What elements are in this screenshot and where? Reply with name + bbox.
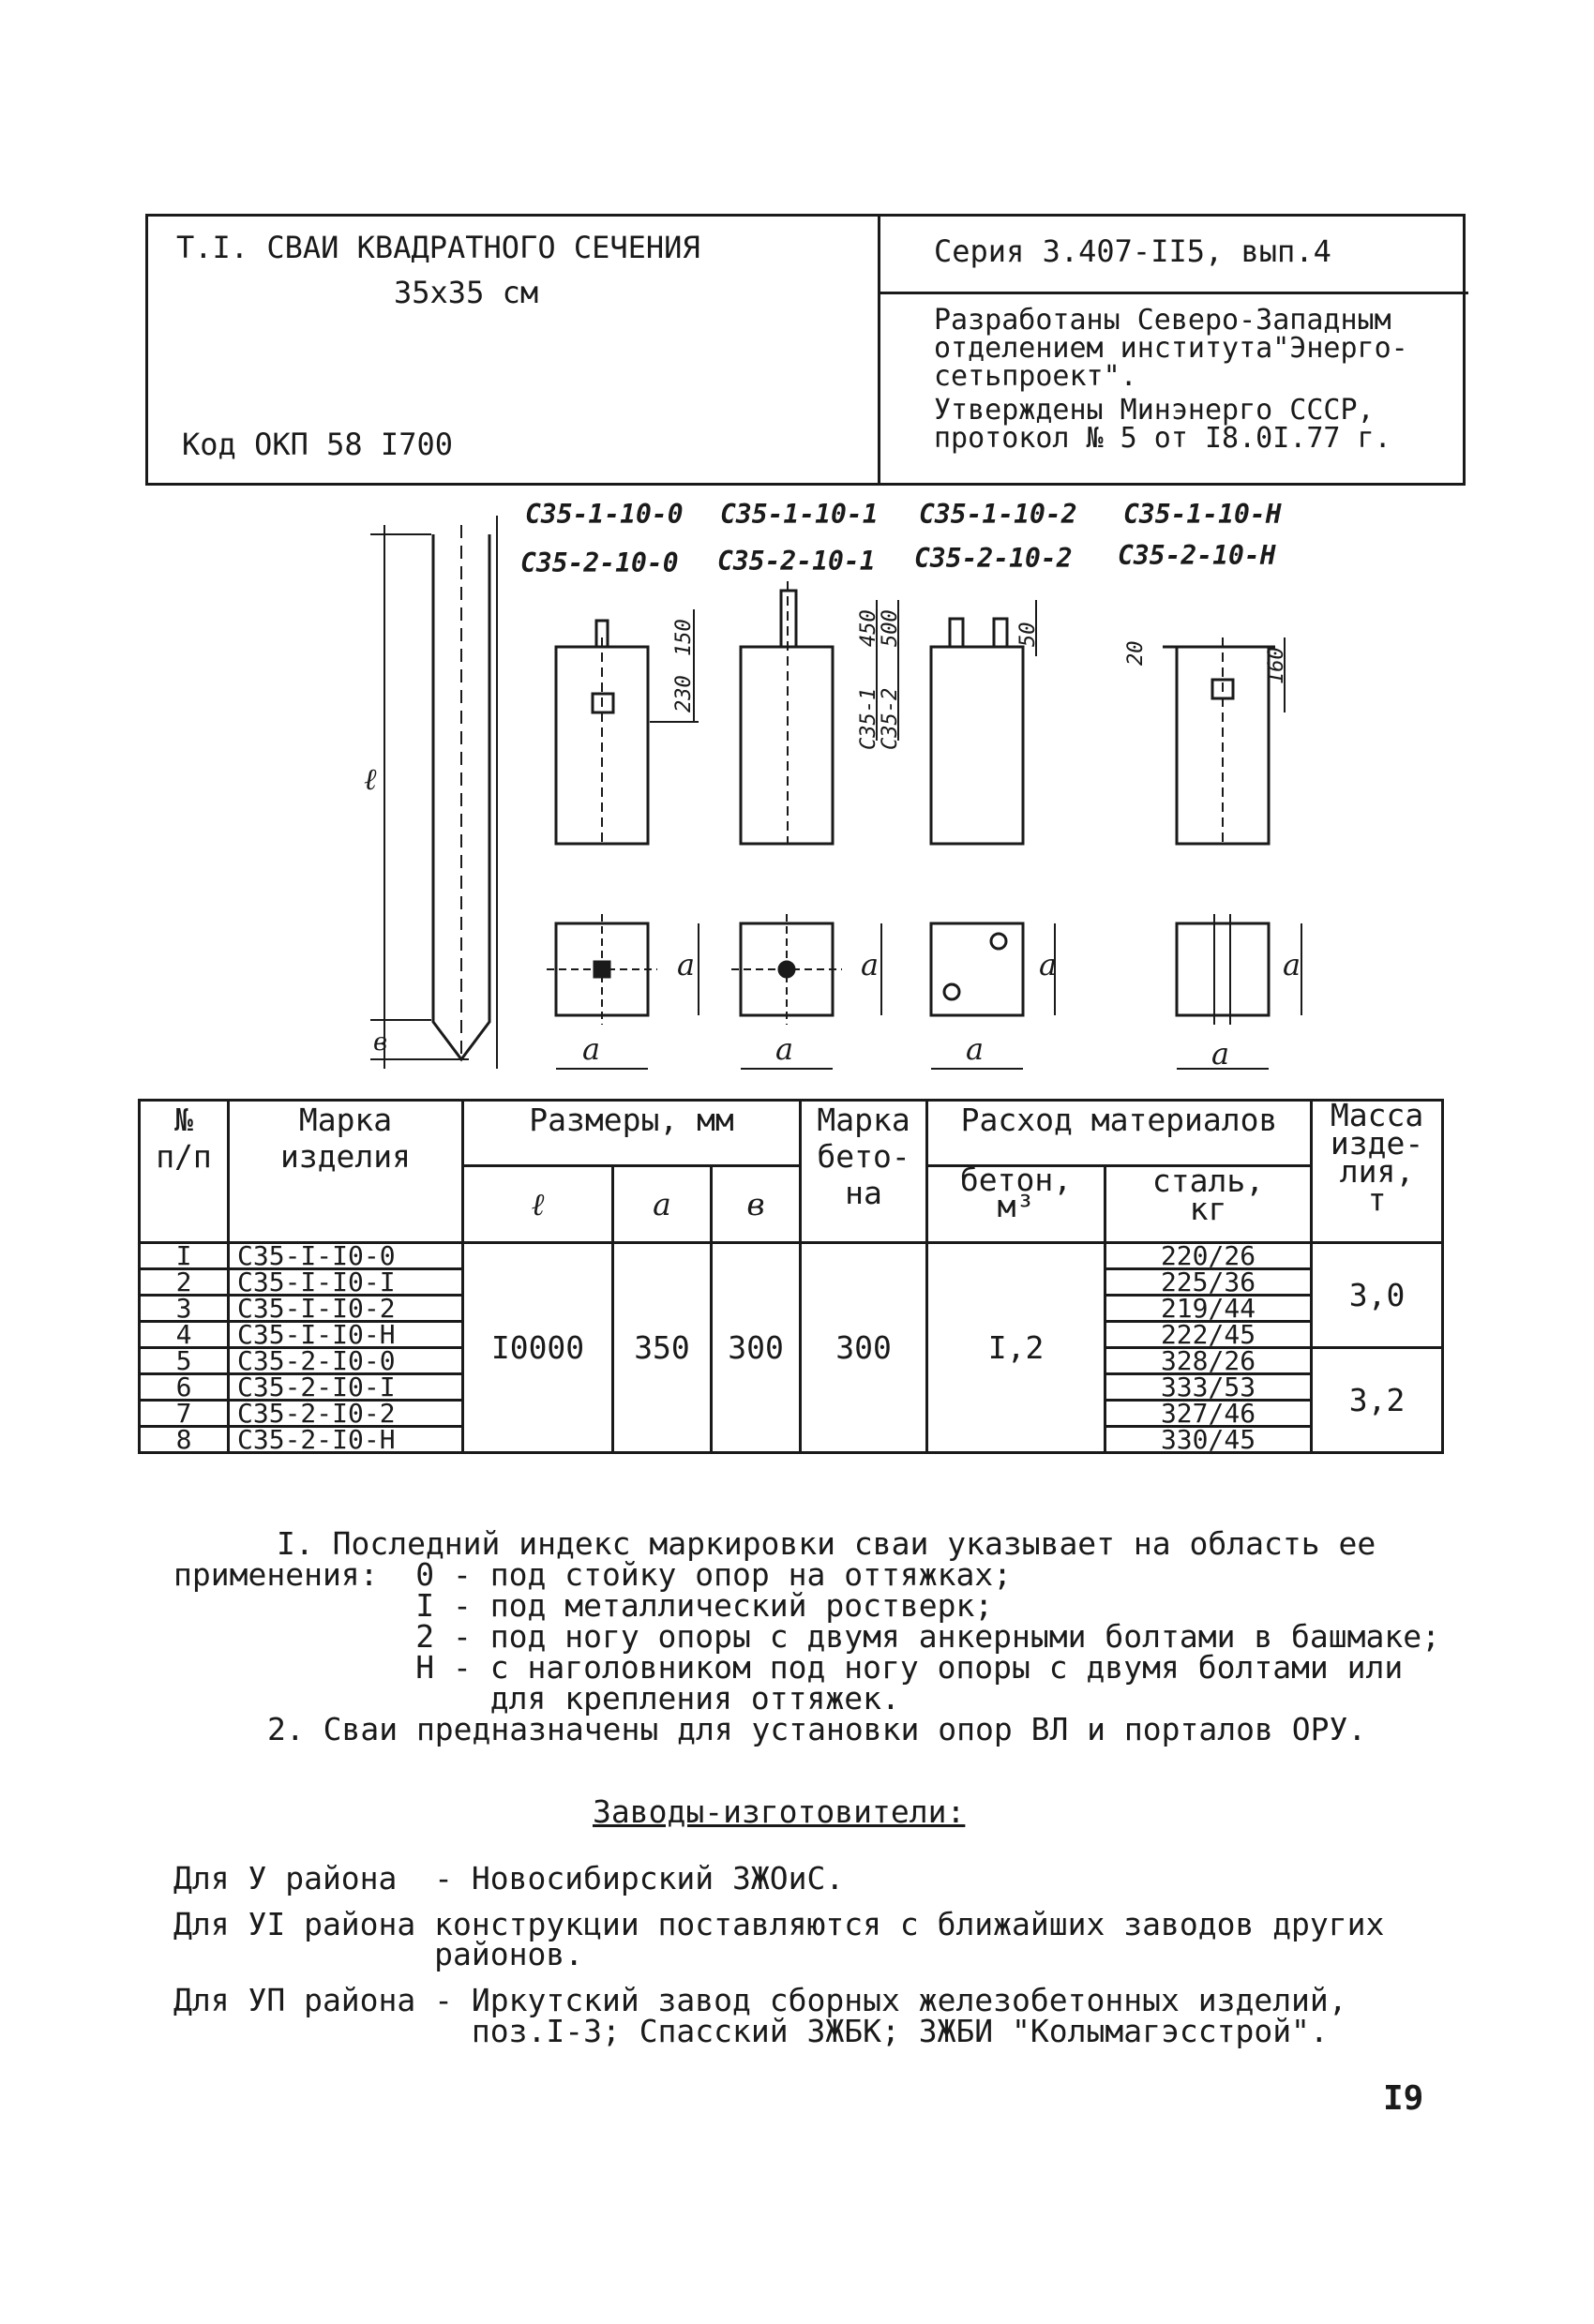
label-a-side-h: a — [1283, 947, 1301, 982]
note-2: 2. Сваи предназначены для установки опор ВЛ и порталов ОРУ. — [267, 1711, 1367, 1747]
header-developed-3: сетьпроект". — [934, 360, 1137, 393]
note-1-line-1: I. Последний индекс маркировки сваи указывает на область ее — [277, 1525, 1376, 1562]
table-row: I С35-I-I0-0 I0000 350 300 300 I,2 220/26 3,0 — [140, 1243, 1443, 1269]
dim-450: 450 — [857, 609, 880, 647]
dim-c35-2: С35-2 — [879, 687, 902, 750]
label-a-side-0: a — [677, 947, 696, 982]
th-a: a — [613, 1166, 712, 1243]
label-a-1: a — [775, 1031, 794, 1067]
th-num: № п/п — [140, 1101, 229, 1243]
spec-table — [138, 1099, 1444, 1454]
mark-1-1: С35-1-10-1 — [720, 499, 879, 530]
header-approved-2: протокол № 5 от I8.0I.77 г. — [934, 422, 1391, 455]
mark-2-h: С35-2-10-Н — [1118, 540, 1276, 571]
note-1-line-6: для крепления оттяжек. — [173, 1680, 900, 1717]
table-row: 7 С35-2-I0-2 327/46 — [140, 1401, 1443, 1427]
header-approved-1: Утверждены Минэнерго СССР, — [934, 394, 1375, 427]
table-row: 4 С35-I-I0-Н 222/45 — [140, 1322, 1443, 1348]
section-0 — [547, 914, 699, 1069]
section-h — [1177, 914, 1301, 1069]
header-title-size: 35х35 см — [394, 275, 539, 310]
header-code: Код ОКП 58 I700 — [182, 427, 453, 462]
dim-230: 230 — [672, 675, 696, 712]
label-a-side-1: a — [861, 947, 880, 982]
mark-2-0: С35-2-10-0 — [520, 547, 679, 578]
cell-length: I0000 — [463, 1243, 613, 1453]
table-row: 6 С35-2-I0-I 333/53 — [140, 1374, 1443, 1401]
cell-a: 350 — [613, 1243, 712, 1453]
mark-1-0: С35-1-10-0 — [525, 499, 684, 530]
table-row: 5 С35-2-I0-0 328/26 3,2 — [140, 1348, 1443, 1374]
label-a-2: a — [966, 1031, 985, 1067]
note-1-line-3: I - под металлический ростверк; — [173, 1587, 994, 1624]
table-row: 8 С35-2-I0-Н 330/45 — [140, 1427, 1443, 1453]
note-1-line-2: применения: 0 - под стойку опор на оттяжках; — [173, 1556, 1013, 1593]
table-row: 2 С35-I-I0-I 225/36 — [140, 1269, 1443, 1296]
note-1-line-5: Н - с наголовником под ногу опоры с двумя болтами или — [173, 1649, 1404, 1686]
cell-concrete-volume: I,2 — [927, 1243, 1105, 1453]
header-developed-1: Разработаны Северо-Западным — [934, 304, 1391, 337]
cell-b: 300 — [712, 1243, 801, 1453]
th-l: ℓ — [463, 1166, 613, 1243]
pile-drawing — [0, 0, 1594, 1106]
th-concrete-mark: Марка бето- на — [801, 1101, 927, 1243]
th-sizes: Размеры, мм — [463, 1101, 801, 1166]
factories-title: Заводы-изготовители: — [593, 1793, 966, 1830]
label-a-h: a — [1211, 1036, 1230, 1072]
header-series: Серия 3.407-II5, вып.4 — [934, 233, 1331, 269]
mark-2-1: С35-2-10-1 — [717, 546, 876, 577]
cell-mass-2: 3,2 — [1312, 1348, 1443, 1453]
factory-region-7-line-2: поз.I-3; Спасский ЗЖБК; ЗЖБИ "Колымагэсстрой". — [173, 2013, 1329, 2049]
th-mark: Марка изделия — [229, 1101, 463, 1243]
header-title: Т.I. СВАИ КВАДРАТНОГО СЕЧЕНИЯ — [176, 230, 700, 265]
label-a-0: a — [582, 1031, 601, 1067]
dim-c35-1: С35-1 — [857, 687, 880, 750]
label-b: в — [373, 1028, 388, 1057]
dim-150: 150 — [672, 619, 696, 656]
section-1 — [731, 914, 881, 1069]
notes — [173, 1525, 1486, 1747]
cell-mass-1: 3,0 — [1312, 1243, 1443, 1348]
cell-concrete-mark: 300 — [801, 1243, 927, 1453]
th-materials: Расход материалов — [927, 1101, 1312, 1166]
mark-1-h: С35-1-10-Н — [1123, 499, 1282, 530]
factory-region-7-line-1: Для УП района - Иркутский завод сборных железобетонных изделий, — [173, 1982, 1347, 2018]
section-2 — [931, 923, 1058, 1069]
factory-region-5: Для У района - Новосибирский ЗЖОиС. — [173, 1860, 845, 1897]
th-b: в — [712, 1166, 801, 1243]
mark-2-2: С35-2-10-2 — [914, 543, 1073, 574]
table-row: 3 С35-I-I0-2 219/44 — [140, 1296, 1443, 1322]
mark-1-2: С35-1-10-2 — [919, 499, 1077, 530]
th-steel: сталь, кг — [1105, 1166, 1312, 1243]
dim-50: 50 — [1016, 622, 1040, 647]
header-developed-2: отделением института"Энерго- — [934, 332, 1408, 365]
dim-160: 160 — [1265, 647, 1288, 684]
dim-20: 20 — [1124, 640, 1148, 666]
factory-region-6-line-2: районов. — [173, 1936, 584, 1972]
page-number: I9 — [1383, 2079, 1424, 2118]
pile-elevation — [370, 516, 497, 1069]
note-1-line-4: 2 - под ногу опоры с двумя анкерными болтами в башмаке; — [173, 1618, 1441, 1655]
th-concrete: бетон, м³ — [927, 1166, 1105, 1243]
label-a-side-2: a — [1039, 947, 1058, 982]
factory-region-6-line-1: Для УI района конструкции поставляются с ближайших заводов других — [173, 1906, 1385, 1942]
label-length: ℓ — [364, 761, 377, 797]
th-mass: Масса изде- лия, т — [1312, 1101, 1443, 1243]
dim-500: 500 — [879, 609, 902, 647]
